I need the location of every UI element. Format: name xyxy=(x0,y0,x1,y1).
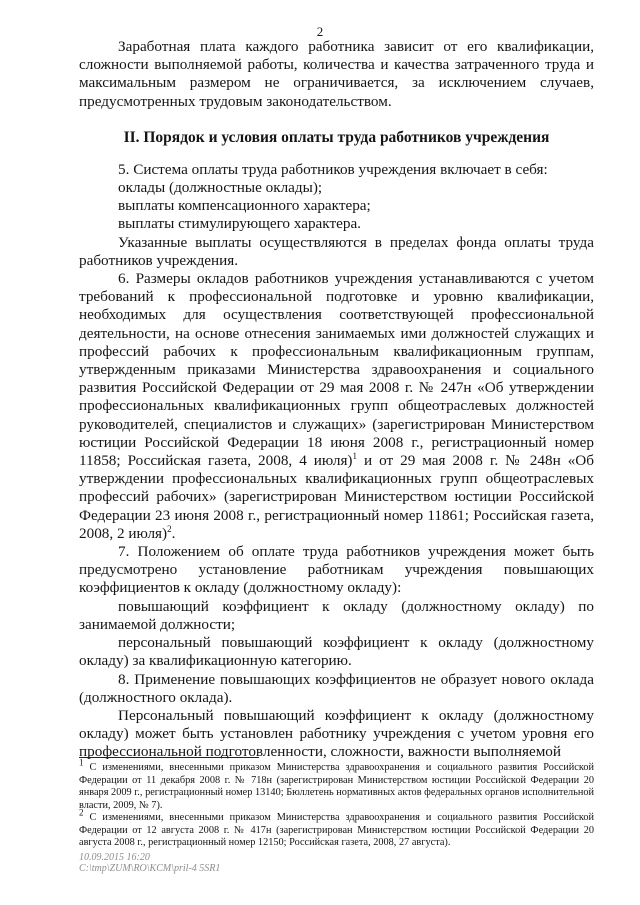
clause-5-item: оклады (должностные оклады); xyxy=(118,179,323,197)
stamp-line: 10.09.2015 16:20 xyxy=(79,852,150,863)
footnote-2 xyxy=(79,807,594,850)
footnotes xyxy=(79,757,594,850)
footnote-1-text: С изменениями, внесенными приказом Министерства здравоохранения и социального развития Российской Федерации от 11 декабря 2008 г. № 718н (зарегистрирован Министерством юстиции Российской Федерации 20 января 2009 г., регистрационный номер 13140; Бюллетень нормативных актов федеральных органов исполнительной власти, 2009, № 7). xyxy=(79,762,594,811)
clause-5-intro: 5. Система оплаты труда работников учреждения включает в себя: xyxy=(118,160,548,178)
clause-7-item: повышающий коэффициент к окладу (должностному окладу) по занимаемой должности; xyxy=(79,597,594,633)
footnote-1-mark: 1 xyxy=(79,757,84,768)
footnote-ref-1: 1 xyxy=(352,451,357,461)
footnote-2-text: С изменениями, внесенными приказом Министерства здравоохранения и социального развития Российской Федерации от 12 августа 2008 г. № 417н (зарегистрирован Министерством юстиции Российской Федерации 20 августа 2008 г., регистрационный номер 12150; Российская газета, 2008, 27 августа). xyxy=(79,812,594,848)
footnote-ref-2: 2 xyxy=(167,523,172,534)
clause-7-item: персональный повышающий коэффициент к окладу (должностному окладу) за квалификационную категорию. xyxy=(79,634,594,670)
page-number: 2 xyxy=(316,24,324,39)
clause-5-item: выплаты стимулирующего характера. xyxy=(118,215,361,233)
clause-5-note: Указанные выплаты осуществляются в пределах фонда оплаты труда работников учреждения. xyxy=(79,233,594,269)
clause-8-continued: Персональный повышающий коэффициент к окладу (должностному окладу) может быть установлен работнику учреждения с учетом уровня его профессиональной подготовленности, сложности, важности выполняемой xyxy=(79,706,594,761)
footnote-2-mark: 2 xyxy=(79,807,84,818)
print-stamp xyxy=(79,852,220,874)
footnote-divider xyxy=(79,757,259,758)
clause-7-intro: 7. Положением об оплате труда работников учреждения может быть предусмотрено установление работникам учреждения повышающих коэффициентов к окладу (должностному окладу): xyxy=(79,543,594,597)
clause-8: 8. Применение повышающих коэффициентов не образует нового оклада (должностного оклада). xyxy=(79,670,594,706)
footnote-1 xyxy=(79,757,594,812)
clause-5-item: выплаты компенсационного характера; xyxy=(118,197,371,215)
clause-6-text-cont: и от 29 мая 2008 г. № 248н «Об утверждении профессиональных квалификационных групп общеотраслевых профессий рабочих» (зарегистрирован Министерством юстиции Российской Федерации 23 июня 2008 г., регистрационный номер 11861; Российская газета, 2008, 2 июля) xyxy=(79,452,594,542)
section-heading: II. Порядок и условия оплаты труда работников учреждения xyxy=(123,128,550,146)
clause-6-text: 6. Размеры окладов работников учреждения устанавливаются с учетом требований к профессиональной подготовке и уровню квалификации, необходимых для осуществления соответствующей профессиональной деятельности, на основе отнесения занимаемых ими должностей служащих и профессий рабочих к профессиональным квалификационным группам, утвержденным приказами Министерства здравоохранения и социального развития Российской Федерации от 29 мая 2008 г. № 247н «Об утверждении профессиональных квалификационных групп общеотраслевых должностей руководителей, специалистов и служащих» (зарегистрирован Министерством юстиции Российской Федерации 18 июня 2008 г., регистрационный номер 11858; Российская газета, 2008, 4 июля) xyxy=(79,270,594,470)
clause-6 xyxy=(79,270,594,543)
clause-6-end: . xyxy=(171,524,176,542)
intro-paragraph: Заработная плата каждого работника зависит от его квалификации, сложности выполняемой работы, количества и качества затраченного труда и максимальным размером не ограничивается, за исключением случаев, предусмотренных трудовым законодательством. xyxy=(79,38,594,110)
document-body xyxy=(79,38,594,762)
stamp-line: C:\tmp\ZUM\RO\KCM\pril-4 5SR1 xyxy=(79,863,221,874)
